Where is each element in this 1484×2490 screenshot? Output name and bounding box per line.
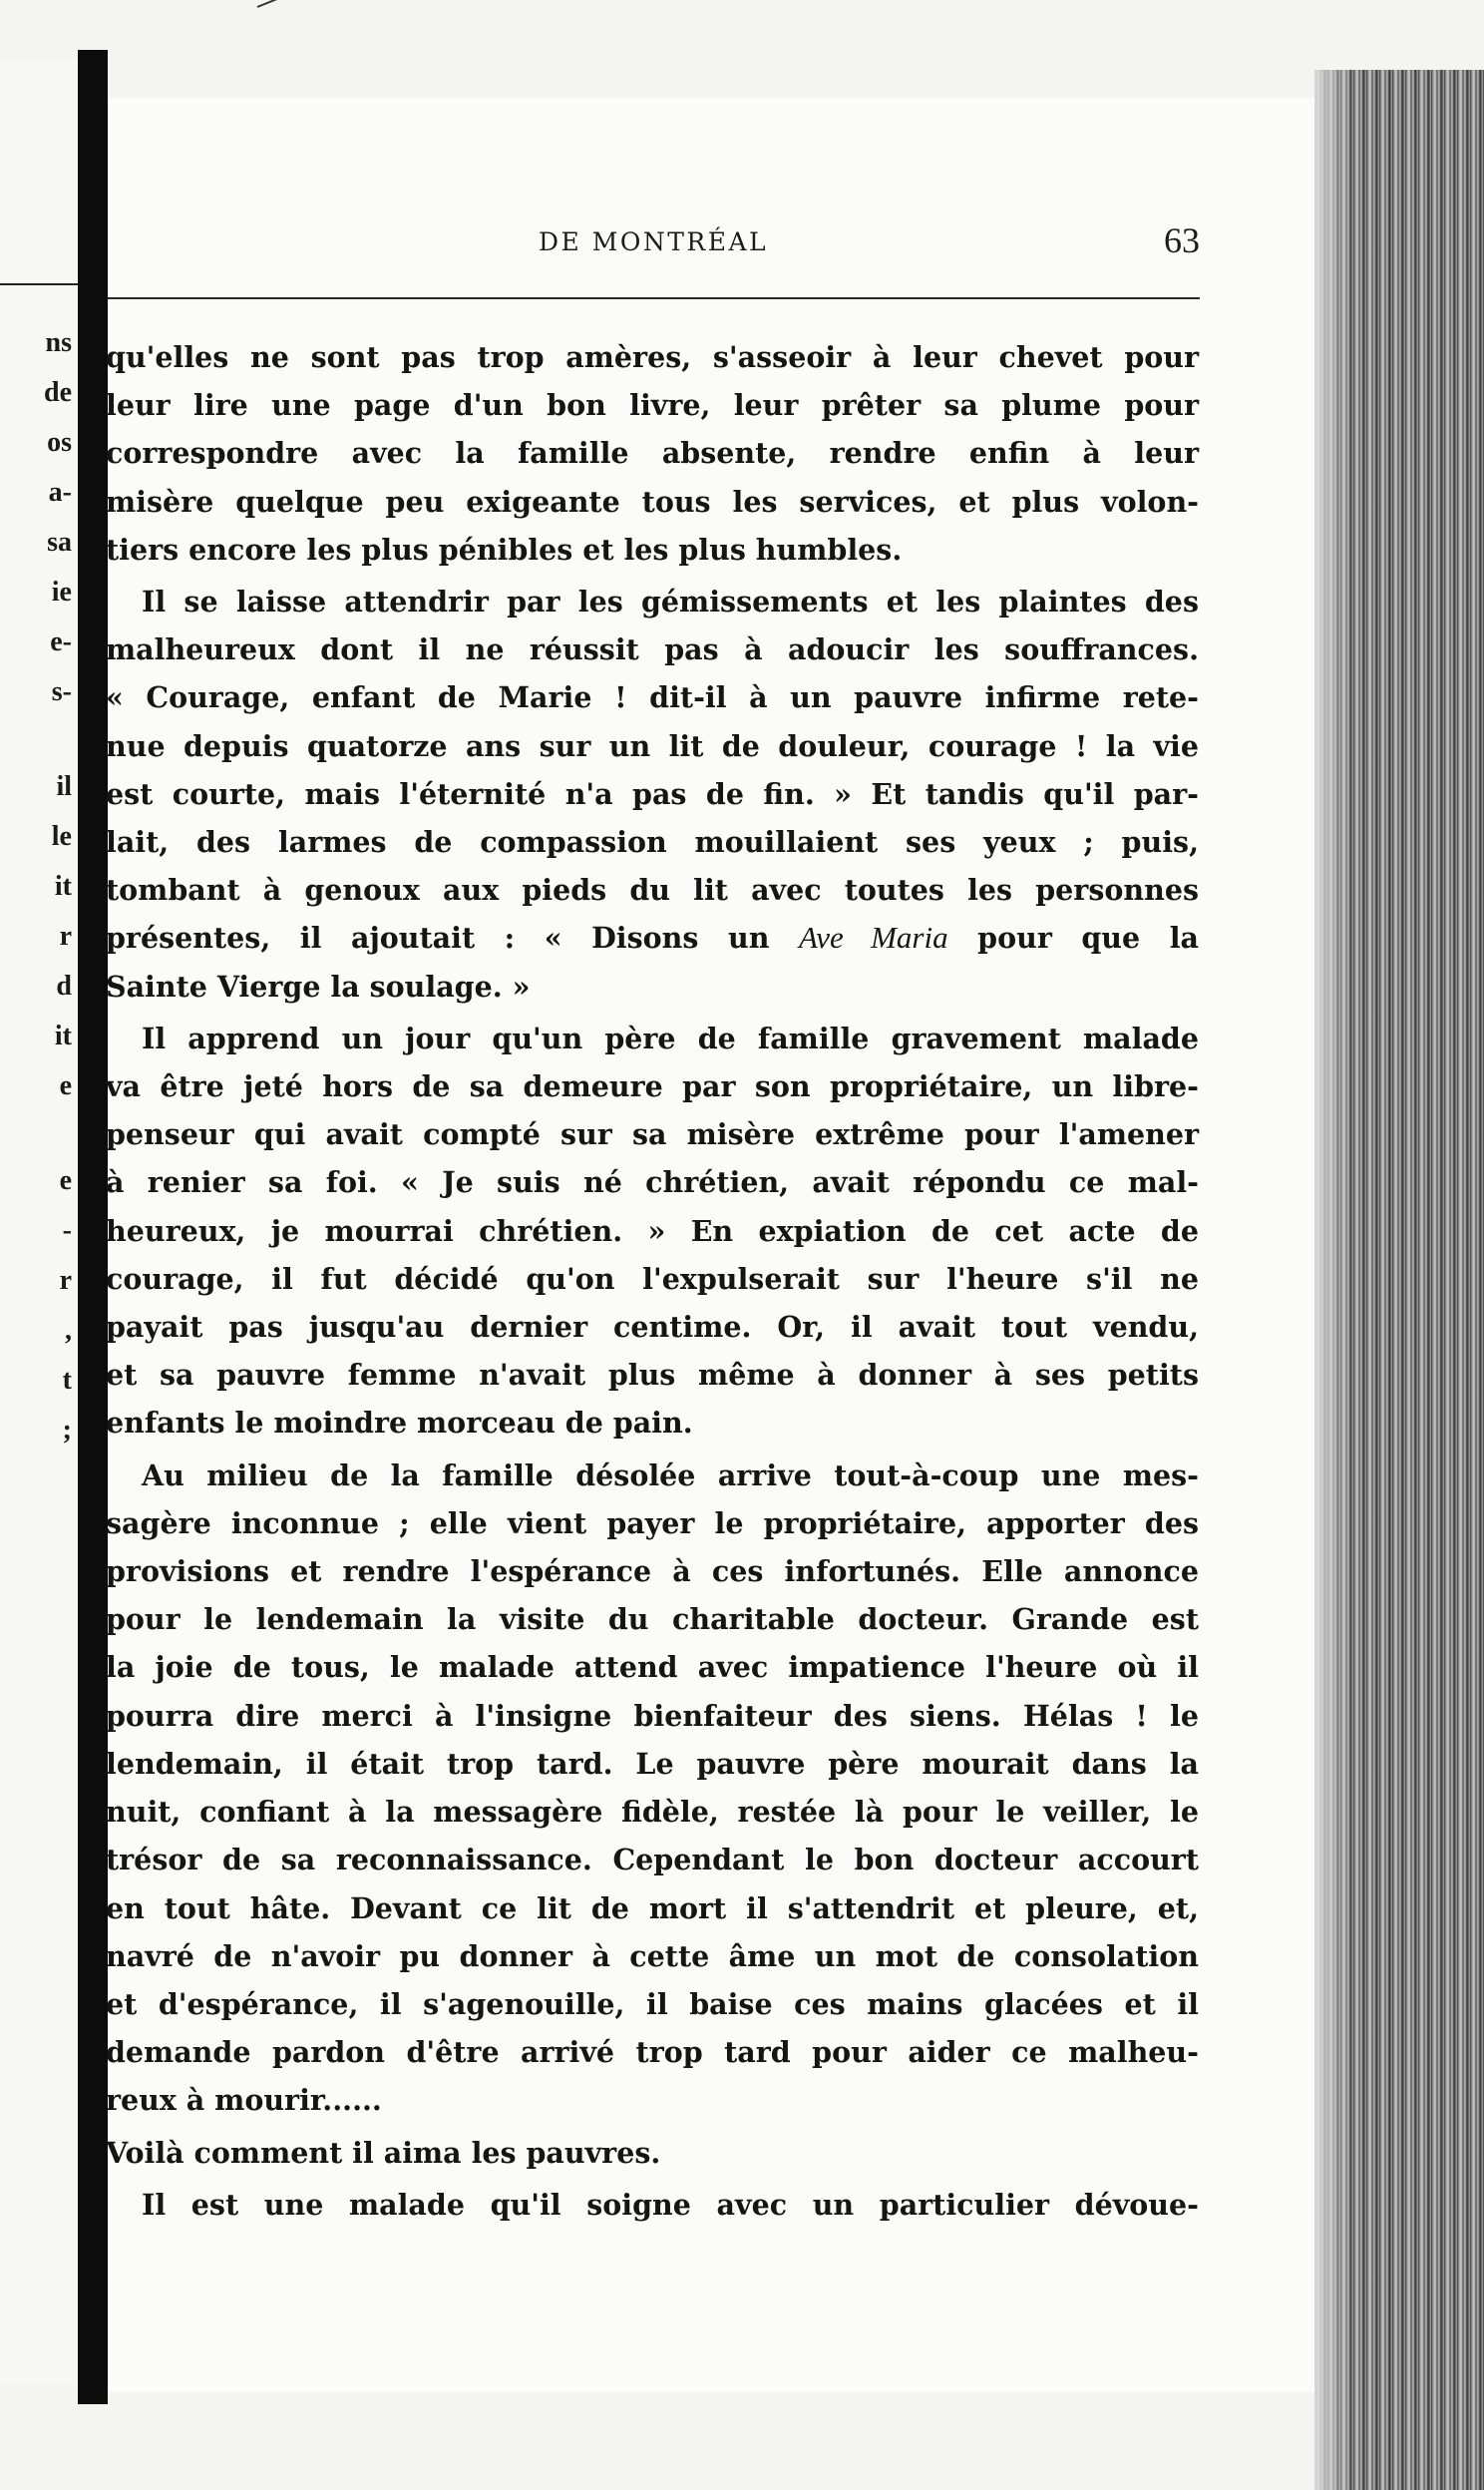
prev-fragment: os: [47, 427, 72, 458]
text-line: et d'espérance, il s'agenouille, il baise ces mains glacées et il: [106, 1986, 1199, 2021]
prev-fragment: e-: [50, 626, 72, 657]
paragraph: [106, 1452, 1199, 2125]
prev-fragment: t: [62, 1365, 72, 1396]
paragraph: [106, 1015, 1199, 1448]
text-segment: pour que la: [947, 921, 1199, 956]
text-line: pourra dire merci à l'insigne bienfaiteur des siens. Hélas ! le: [106, 1698, 1199, 1733]
paragraph: [106, 333, 1199, 574]
text-line: nue depuis quatorze ans sur un lit de douleur, courage ! la vie: [106, 728, 1199, 763]
text-line: lait, des larmes de compassion mouillaient ses yeux ; puis,: [106, 825, 1199, 860]
text-line: « Courage, enfant de Marie ! dit-il à un pauvre infirme rete-: [106, 680, 1199, 715]
text-line: trésor de sa reconnaissance. Cependant le bon docteur accourt: [106, 1843, 1199, 1877]
paragraph: [106, 2129, 1199, 2177]
prev-fragment: ns: [45, 327, 72, 358]
text-line: la joie de tous, le malade attend avec impatience l'heure où il: [106, 1650, 1199, 1685]
text-line: navré de n'avoir pu donner à cette âme un mot de consolation: [106, 1938, 1199, 1973]
prev-fragment: a-: [48, 477, 72, 508]
text-line: va être jeté hors de sa demeure par son propriétaire, un libre-: [106, 1069, 1199, 1104]
prev-fragment: de: [44, 377, 72, 408]
text-line: Au milieu de la famille désolée arrive tout-à-coup une mes-: [142, 1457, 1199, 1492]
page-number: 63: [1164, 220, 1200, 260]
page-header: [108, 220, 1200, 277]
text-line: qu'elles ne sont pas trop amères, s'asseoir à leur chevet pour: [106, 340, 1199, 374]
paragraph: [106, 2181, 1199, 2229]
prev-fragment: e: [59, 1165, 72, 1196]
text-line: Il se laisse attendrir par les gémissements et les plaintes des: [142, 585, 1199, 620]
text-line: heureux, je mourrai chrétien. » En expiation de cet acte de: [106, 1213, 1199, 1248]
prev-fragment: s-: [51, 676, 72, 707]
page-stack-shade: [1314, 70, 1354, 2490]
running-head: DE MONTRÉAL: [539, 227, 769, 256]
text-line: courage, il fut décidé qu'on l'expulserait sur l'heure s'il ne: [106, 1261, 1199, 1296]
prev-fragment: r: [59, 1265, 72, 1296]
paragraph: [106, 578, 1199, 1011]
text-line: reux à mourir......: [106, 2083, 382, 2118]
text-line: nuit, confiant à la messagère fidèle, restée là pour le veiller, le: [106, 1795, 1199, 1830]
text-line: sagère inconnue ; elle vient payer le propriétaire, apporter des: [106, 1505, 1199, 1540]
text-line: payait pas jusqu'au dernier centime. Or, il avait tout vendu,: [106, 1310, 1199, 1345]
text-segment: présentes, il ajoutait : « Disons un: [106, 921, 799, 956]
text-line: demande pardon d'être arrivé trop tard pour aider ce malheu-: [106, 2035, 1199, 2070]
text-line: Sainte Vierge la soulage. »: [106, 969, 531, 1004]
book-gutter: [78, 50, 108, 2404]
text-line: est courte, mais l'éternité n'a pas de fin. » Et tandis qu'il par-: [106, 776, 1199, 811]
text-line: provisions et rendre l'espérance à ces infortunés. Elle annonce: [106, 1554, 1199, 1589]
scan-scratch-mark: [257, 0, 347, 8]
body-text: [106, 333, 1199, 2229]
text-line: à renier sa foi. « Je suis né chrétien, avait répondu ce mal-: [106, 1165, 1199, 1200]
prev-fragment: d: [56, 971, 72, 1002]
text-line: pour le lendemain la visite du charitable docteur. Grande est: [106, 1602, 1199, 1637]
prev-fragment: le: [51, 821, 72, 852]
prev-fragment: il: [56, 771, 72, 802]
prev-fragment: ie: [51, 577, 72, 608]
text-line: leur lire une page d'un bon livre, leur prêter sa plume pour: [106, 388, 1199, 423]
prev-fragment: -: [62, 1215, 72, 1246]
text-line: lendemain, il était trop tard. Le pauvre père mourait dans la: [106, 1746, 1199, 1781]
prev-fragment: r: [59, 921, 72, 952]
italic-phrase: Ave Maria: [798, 920, 948, 956]
text-line: tiers encore les plus pénibles et les plus humbles.: [106, 532, 903, 567]
text-line: correspondre avec la famille absente, rendre enfin à leur: [106, 436, 1199, 471]
text-line: Il est une malade qu'il soigne avec un particulier dévoue-: [142, 2187, 1199, 2222]
previous-page-edge: [0, 60, 78, 2384]
text-line: enfants le moindre morceau de pain.: [106, 1406, 693, 1441]
text-line: Il apprend un jour qu'un père de famille gravement malade: [142, 1021, 1199, 1055]
text-line: et sa pauvre femme n'avait plus même à donner à ses petits: [106, 1358, 1199, 1393]
text-line: Voilà comment il aima les pauvres.: [106, 2135, 661, 2170]
prev-fragment: e: [59, 1070, 72, 1101]
header-rule: [108, 297, 1200, 299]
text-line: tombant à genoux aux pieds du lit avec toutes les personnes: [106, 873, 1199, 908]
prev-fragment: it: [54, 1021, 72, 1051]
previous-page-rule: [0, 283, 78, 285]
prev-fragment: ,: [65, 1315, 72, 1346]
prev-fragment: ;: [62, 1415, 72, 1446]
text-line: en tout hâte. Devant ce lit de mort il s'attendrit et pleure, et,: [106, 1890, 1199, 1925]
text-line: penseur qui avait compté sur sa misère extrême pour l'amener: [106, 1117, 1199, 1152]
text-line: misère quelque peu exigeante tous les services, et plus volon-: [106, 484, 1199, 519]
text-line-with-italic: [106, 914, 1199, 962]
prev-fragment: it: [54, 871, 72, 902]
prev-fragment: sa: [47, 527, 72, 558]
text-line: malheureux dont il ne réussit pas à adoucir les souffrances.: [106, 632, 1199, 667]
